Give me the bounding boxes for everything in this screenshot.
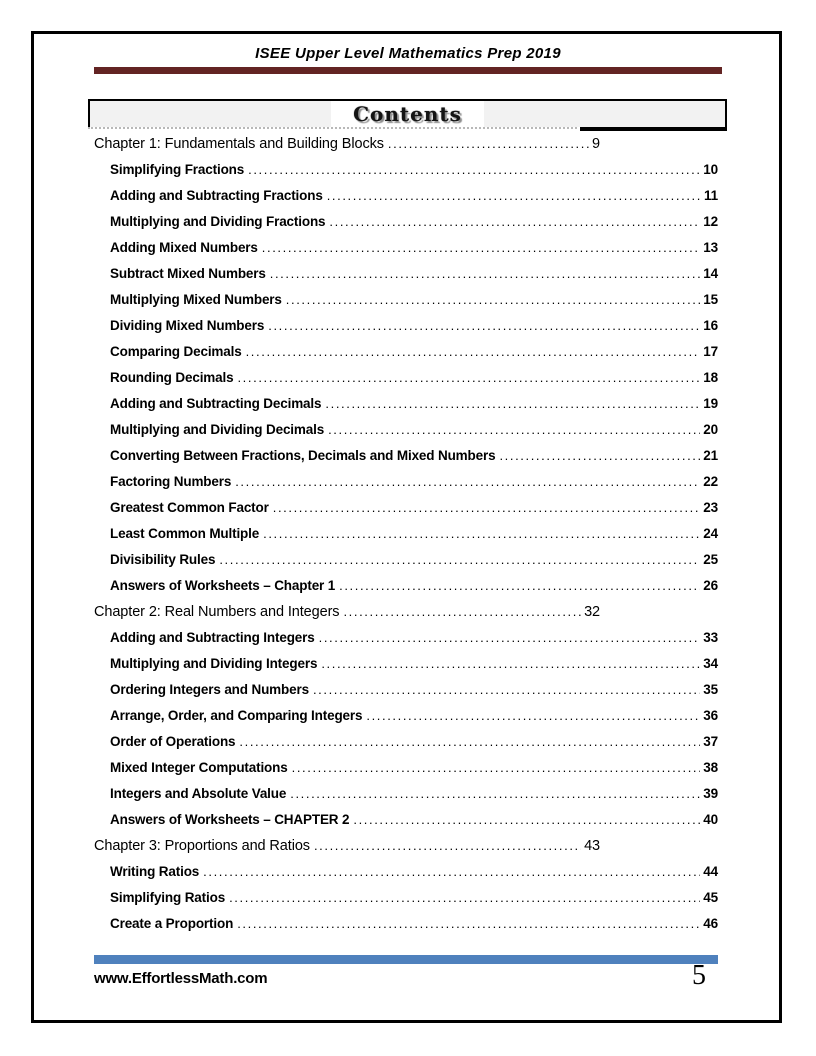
toc-entry-page: 33 (703, 630, 718, 645)
toc-entry-page: 34 (703, 656, 718, 671)
toc-entry-label: Answers of Worksheets – Chapter 1 (110, 578, 336, 593)
toc-entry-page: 19 (703, 396, 718, 411)
toc-leader-dots (290, 781, 700, 807)
header-rule (94, 67, 722, 74)
toc-leader-dots (388, 131, 589, 157)
toc-entry[interactable] (110, 521, 718, 547)
toc-entry-page: 45 (703, 890, 718, 905)
toc-entry-page: 11 (704, 188, 718, 203)
toc-entry[interactable] (110, 781, 718, 807)
toc-leader-dots (239, 729, 700, 755)
page-header-title: ISEE Upper Level Mathematics Prep 2019 (255, 45, 561, 62)
toc-entry[interactable] (110, 885, 718, 911)
toc-entry[interactable] (110, 209, 718, 235)
toc-entry-label: Answers of Worksheets – CHAPTER 2 (110, 812, 350, 827)
toc-entry-page: 9 (592, 136, 600, 152)
toc-entry[interactable] (110, 807, 718, 833)
table-of-contents (94, 131, 718, 937)
toc-entry-label: Subtract Mixed Numbers (110, 266, 266, 281)
toc-entry-label: Chapter 2: Real Numbers and Integers (94, 604, 340, 620)
toc-entry-page: 38 (703, 760, 718, 775)
toc-entry-page: 23 (703, 500, 718, 515)
toc-entry-label: Adding Mixed Numbers (110, 240, 258, 255)
toc-entry[interactable] (110, 573, 718, 599)
toc-entry-label: Rounding Decimals (110, 370, 234, 385)
toc-entry[interactable] (110, 261, 718, 287)
toc-entry[interactable] (110, 235, 718, 261)
toc-leader-dots (219, 547, 700, 573)
toc-entry-page: 17 (703, 344, 718, 359)
toc-entry[interactable] (110, 417, 718, 443)
toc-leader-dots (263, 521, 700, 547)
toc-leader-dots (246, 339, 701, 365)
toc-leader-dots (273, 495, 701, 521)
toc-entry[interactable] (110, 495, 718, 521)
toc-entry[interactable] (110, 443, 718, 469)
toc-entry-label: Adding and Subtracting Decimals (110, 396, 322, 411)
toc-leader-dots (327, 183, 701, 209)
toc-entry-page: 43 (584, 838, 600, 854)
toc-entry-label: Multiplying and Dividing Fractions (110, 214, 326, 229)
toc-leader-dots (237, 365, 700, 391)
toc-entry-label: Arrange, Order, and Comparing Integers (110, 708, 363, 723)
toc-leader-dots (292, 755, 701, 781)
toc-entry[interactable] (110, 469, 718, 495)
toc-entry-label: Comparing Decimals (110, 344, 242, 359)
toc-entry[interactable] (110, 313, 718, 339)
toc-entry-page: 37 (703, 734, 718, 749)
toc-entry-page: 20 (703, 422, 718, 437)
toc-entry[interactable] (110, 365, 718, 391)
toc-leader-dots (321, 651, 700, 677)
toc-entry-page: 15 (703, 292, 718, 307)
toc-entry[interactable] (94, 833, 600, 859)
toc-entry-label: Converting Between Fractions, Decimals and Mixed Numbers (110, 448, 496, 463)
toc-entry-label: Integers and Absolute Value (110, 786, 287, 801)
contents-box-dotted-edge (88, 127, 577, 129)
toc-leader-dots (270, 261, 701, 287)
toc-entry[interactable] (110, 755, 718, 781)
toc-entry-label: Create a Proportion (110, 916, 234, 931)
toc-entry-page: 26 (703, 578, 718, 593)
contents-heading-box (88, 99, 727, 127)
toc-leader-dots (329, 209, 700, 235)
toc-entry-page: 39 (703, 786, 718, 801)
page-number: 5 (692, 960, 706, 991)
toc-leader-dots (339, 573, 700, 599)
toc-entry-page: 22 (703, 474, 718, 489)
toc-entry-label: Chapter 3: Proportions and Ratios (94, 838, 310, 854)
toc-leader-dots (325, 391, 700, 417)
toc-entry-label: Writing Ratios (110, 864, 200, 879)
toc-entry-page: 24 (703, 526, 718, 541)
toc-entry-page: 14 (703, 266, 718, 281)
footer-website-link[interactable]: www.EffortlessMath.com (94, 970, 268, 987)
toc-leader-dots (268, 313, 700, 339)
toc-leader-dots (286, 287, 701, 313)
toc-entry-label: Multiplying and Dividing Decimals (110, 422, 325, 437)
toc-leader-dots (328, 417, 700, 443)
toc-leader-dots (235, 469, 700, 495)
toc-leader-dots (262, 235, 701, 261)
toc-leader-dots (313, 677, 700, 703)
toc-leader-dots (499, 443, 700, 469)
toc-entry-page: 18 (703, 370, 718, 385)
toc-leader-dots (314, 833, 581, 859)
toc-entry[interactable] (94, 131, 600, 157)
toc-entry-label: Adding and Subtracting Fractions (110, 188, 323, 203)
toc-entry-label: Simplifying Ratios (110, 890, 226, 905)
toc-entry-page: 25 (703, 552, 718, 567)
toc-entry[interactable] (110, 703, 718, 729)
toc-entry-label: Factoring Numbers (110, 474, 232, 489)
toc-entry-page: 10 (703, 162, 718, 177)
toc-entry[interactable] (110, 859, 718, 885)
toc-entry-label: Multiplying and Dividing Integers (110, 656, 318, 671)
toc-leader-dots (366, 703, 700, 729)
toc-entry-label: Multiplying Mixed Numbers (110, 292, 282, 307)
toc-entry[interactable] (110, 625, 718, 651)
toc-entry-page: 36 (703, 708, 718, 723)
toc-entry-label: Least Common Multiple (110, 526, 260, 541)
toc-entry-page: 12 (703, 214, 718, 229)
toc-entry-page: 13 (703, 240, 718, 255)
toc-entry[interactable] (110, 547, 718, 573)
toc-entry[interactable] (110, 157, 718, 183)
toc-entry-page: 35 (703, 682, 718, 697)
toc-leader-dots (248, 157, 700, 183)
toc-entry-page: 16 (703, 318, 718, 333)
toc-entry-page: 40 (703, 812, 718, 827)
contents-heading: Contents (331, 101, 484, 128)
toc-entry[interactable] (110, 911, 718, 937)
toc-entry-label: Ordering Integers and Numbers (110, 682, 309, 697)
toc-leader-dots (353, 807, 700, 833)
toc-entry[interactable] (94, 599, 600, 625)
toc-entry-label: Order of Operations (110, 734, 236, 749)
toc-entry-label: Dividing Mixed Numbers (110, 318, 265, 333)
toc-entry-label: Divisibility Rules (110, 552, 216, 567)
toc-leader-dots (229, 885, 700, 911)
toc-entry-page: 21 (703, 448, 718, 463)
toc-entry-label: Adding and Subtracting Integers (110, 630, 315, 645)
toc-entry[interactable] (110, 651, 718, 677)
toc-entry[interactable] (110, 183, 718, 209)
toc-entry-label: Simplifying Fractions (110, 162, 245, 177)
toc-leader-dots (237, 911, 700, 937)
toc-entry[interactable] (110, 287, 718, 313)
toc-entry-page: 44 (703, 864, 718, 879)
toc-entry-page: 32 (584, 604, 600, 620)
footer-rule (94, 955, 718, 964)
toc-entry[interactable] (110, 391, 718, 417)
toc-leader-dots (319, 625, 701, 651)
toc-entry[interactable] (110, 677, 718, 703)
toc-entry[interactable] (110, 339, 718, 365)
toc-entry-label: Mixed Integer Computations (110, 760, 288, 775)
toc-entry-label: Chapter 1: Fundamentals and Building Blocks (94, 136, 384, 152)
toc-entry[interactable] (110, 729, 718, 755)
toc-entry-page: 46 (703, 916, 718, 931)
toc-leader-dots (203, 859, 700, 885)
toc-entry-label: Greatest Common Factor (110, 500, 269, 515)
toc-leader-dots (343, 599, 581, 625)
